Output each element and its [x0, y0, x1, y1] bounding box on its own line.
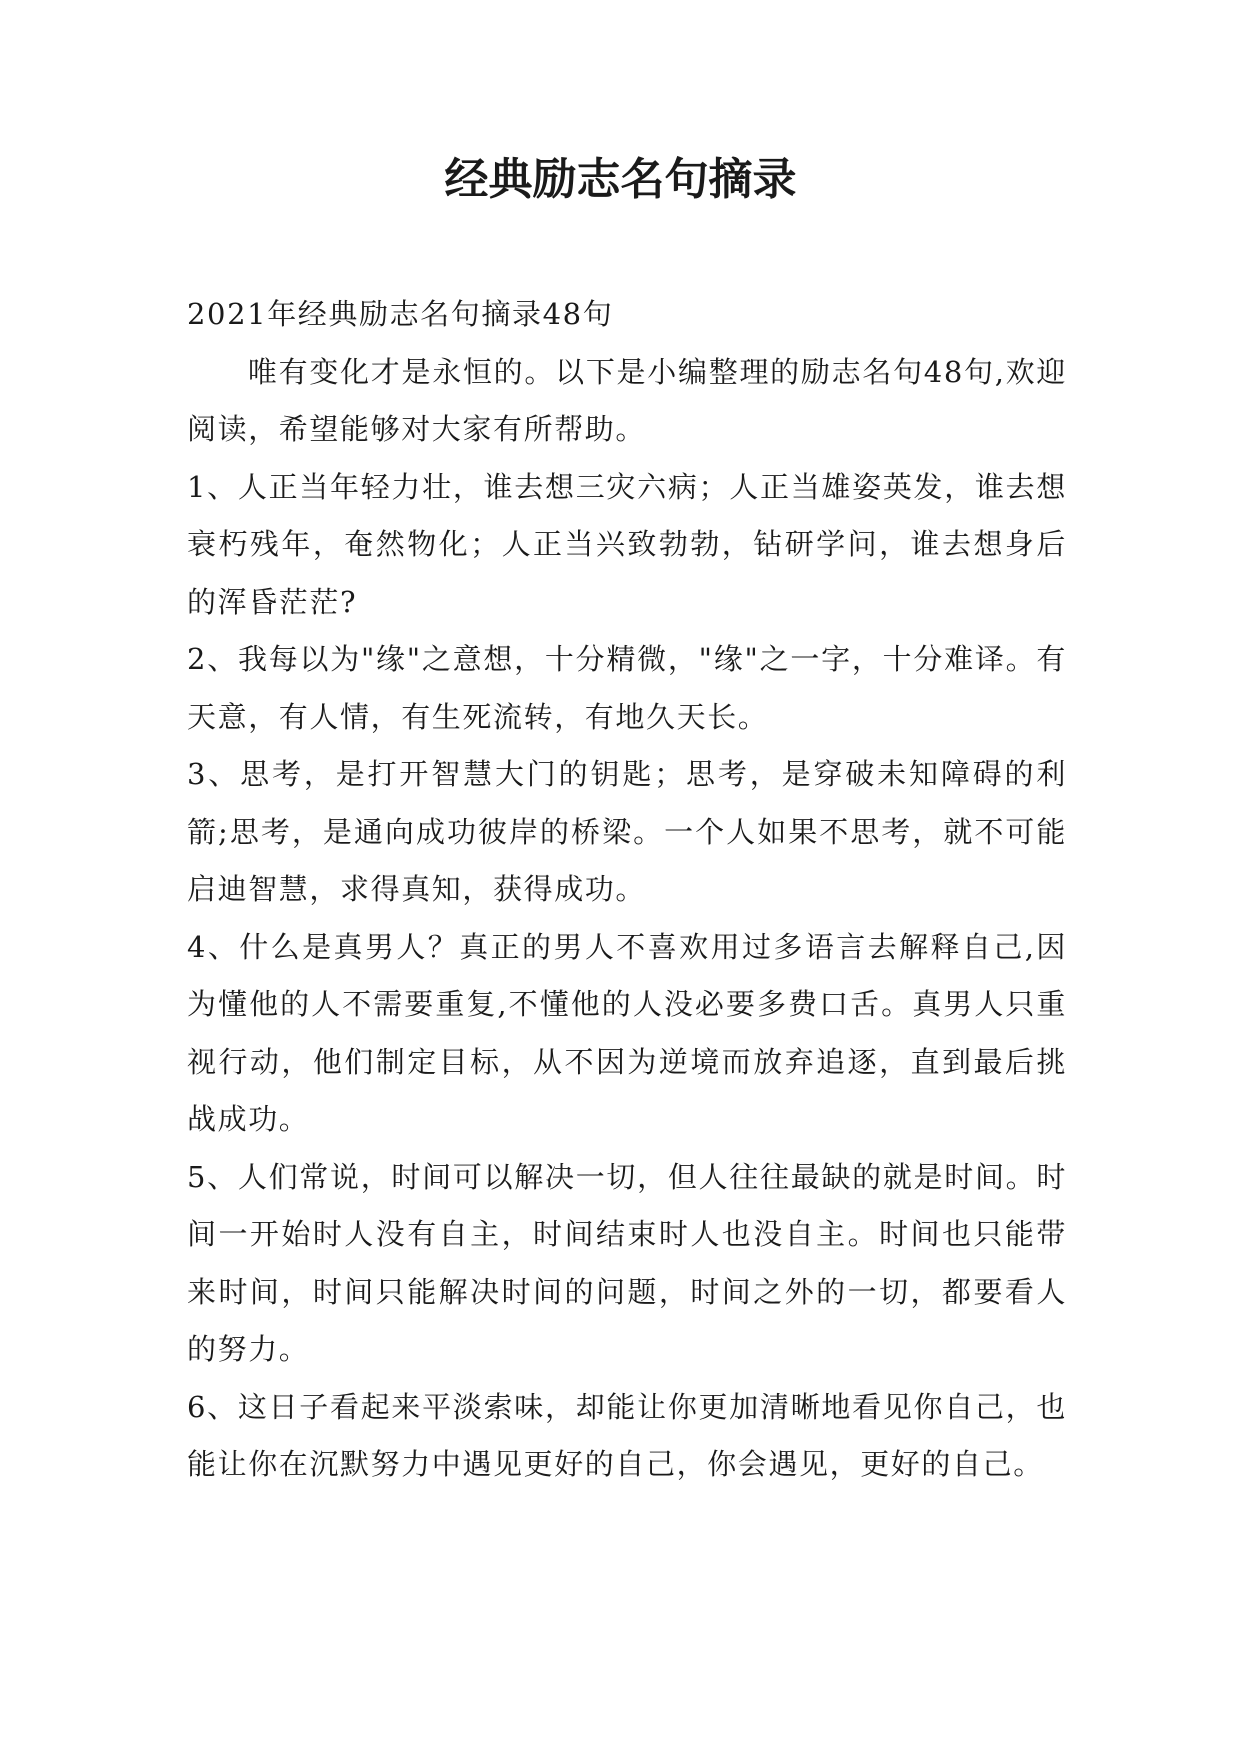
quote-item-3: 3、思考，是打开智慧大门的钥匙；思考，是穿破未知障碍的利箭;思考，是通向成功彼岸的桥梁。一个人如果不思考，就不可能启迪智慧，求得真知，获得成功。	[187, 757, 1067, 906]
quote-item-6: 6、这日子看起来平淡索味，却能让你更加清晰地看见你自己，也能让你在沉默努力中遇见更好的自己，你会遇见，更好的自己。	[187, 1389, 1067, 1481]
quote-item-5: 5、人们常说，时间可以解决一切，但人往往最缺的就是时间。时间一开始时人没有自主，时间结束时人也没自主。时间也只能带来时间，时间只能解决时间的问题，时间之外的一切，都要看人的努力。	[187, 1159, 1067, 1366]
quote-item-4: 4、什么是真男人？真正的男人不喜欢用过多语言去解释自己,因为懂他的人不需要重复,不懂他的人没必要多费口舌。真男人只重视行动，他们制定目标，从不因为逆境而放弃追逐，直到最后挑战成功。	[187, 929, 1067, 1136]
quote-item-2: 2、我每以为"缘"之意想，十分精微，"缘"之一字，十分难译。有天意，有人情，有生死流转，有地久天长。	[187, 642, 1067, 734]
document-body	[187, 286, 1067, 1494]
document-subtitle: 2021年经典励志名句摘录48句	[187, 297, 614, 331]
document-title: 经典励志名句摘录	[444, 154, 797, 205]
intro-paragraph: 唯有变化才是永恒的。以下是小编整理的励志名句48句,欢迎阅读，希望能够对大家有所帮助。	[187, 354, 1067, 446]
quote-item-1: 1、人正当年轻力壮，谁去想三灾六病；人正当雄姿英发，谁去想衰朽残年，奄然物化；人正当兴致勃勃，钻研学问，谁去想身后的浑昏茫茫?	[187, 469, 1067, 619]
